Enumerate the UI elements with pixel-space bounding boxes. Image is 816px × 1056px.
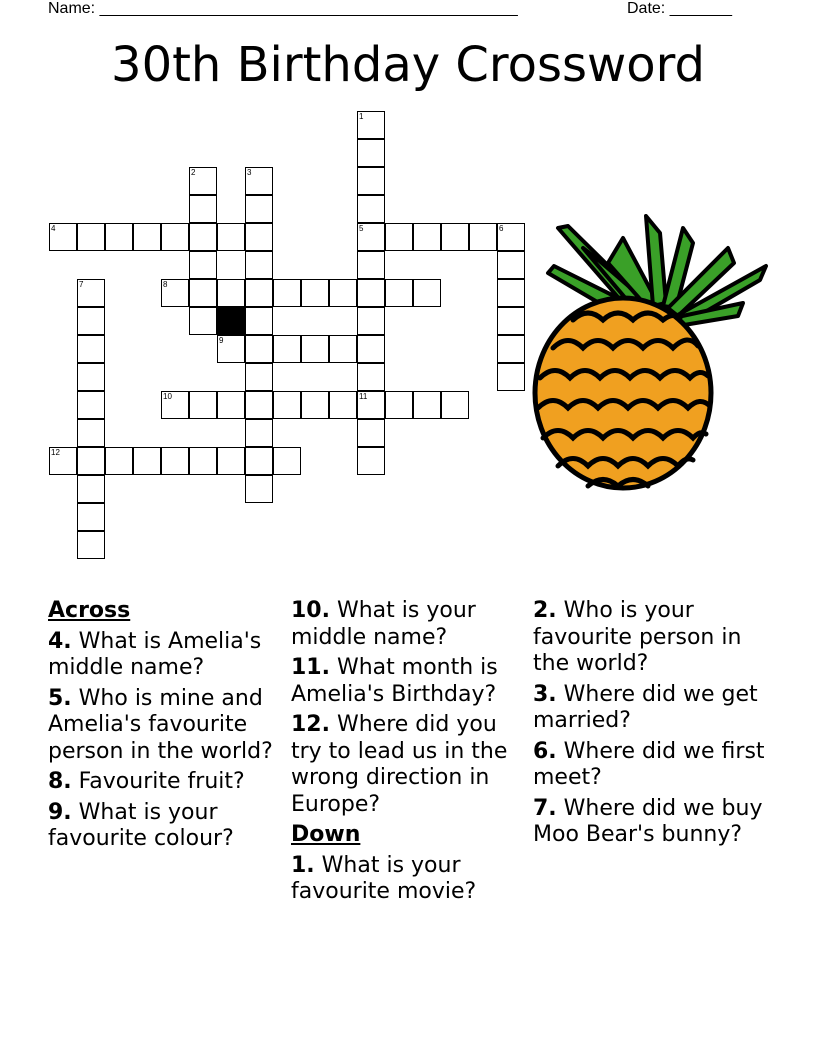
clue-number: 9 [219,336,224,345]
crossword-cell[interactable] [357,419,385,447]
crossword-cell[interactable] [441,223,469,251]
crossword-cell[interactable] [77,391,105,419]
crossword-cell[interactable] [189,307,217,335]
crossword-cell[interactable] [77,531,105,559]
crossword-cell[interactable] [105,447,133,475]
clue-number: 2 [191,168,196,177]
crossword-cell[interactable] [245,279,273,307]
crossword-cell[interactable] [77,307,105,335]
crossword-cell[interactable] [357,391,385,419]
crossword-cell[interactable] [105,223,133,251]
crossword-cell[interactable] [161,391,189,419]
crossword-cell[interactable] [357,111,385,139]
clue-number: 11 [359,392,368,401]
crossword-cell[interactable] [357,139,385,167]
crossword-cell[interactable] [161,279,189,307]
clue-number: 6 [499,224,504,233]
crossword-cell[interactable] [357,195,385,223]
crossword-cell[interactable] [357,447,385,475]
crossword-cell[interactable] [413,223,441,251]
crossword-cell[interactable] [245,223,273,251]
crossword-cell[interactable] [77,475,105,503]
black-square [217,307,245,335]
crossword-cell[interactable] [301,335,329,363]
crossword-cell[interactable] [217,447,245,475]
down-clue-1: 1. What is your favourite movie? [291,852,477,904]
down-clue-7: 7. Where did we buy Moo Bear's bunny? [533,795,763,847]
crossword-cell[interactable] [77,363,105,391]
crossword-cell[interactable] [245,167,273,195]
crossword-cell[interactable] [301,279,329,307]
crossword-cell[interactable] [77,503,105,531]
clues-column-3 [533,598,773,853]
crossword-cell[interactable] [245,335,273,363]
crossword-cell[interactable] [245,307,273,335]
crossword-cell[interactable] [385,279,413,307]
crossword-cell[interactable] [413,391,441,419]
crossword-cell[interactable] [189,223,217,251]
crossword-cell[interactable] [189,251,217,279]
crossword-cell[interactable] [357,167,385,195]
clue-number: 8 [163,280,168,289]
crossword-cell[interactable] [357,251,385,279]
crossword-cell[interactable] [273,335,301,363]
crossword-cell[interactable] [245,475,273,503]
crossword-cell[interactable] [49,447,77,475]
across-clue-11: 11. What month is Amelia's Birthday? [291,655,498,707]
crossword-cell[interactable] [189,447,217,475]
crossword-cell[interactable] [357,363,385,391]
across-clue-10: 10. What is your middle name? [291,598,476,650]
crossword-cell[interactable] [357,223,385,251]
crossword-cell[interactable] [441,391,469,419]
crossword-cell[interactable] [245,251,273,279]
crossword-cell[interactable] [273,447,301,475]
across-clue-5: 5. Who is mine and Amelia's favourite person in the world? [48,685,273,764]
crossword-cell[interactable] [497,363,525,391]
crossword-cell[interactable] [49,223,77,251]
crossword-cell[interactable] [357,307,385,335]
crossword-cell[interactable] [77,447,105,475]
pineapple-icon [528,208,768,493]
crossword-cell[interactable] [329,279,357,307]
crossword-cell[interactable] [301,391,329,419]
across-clue-4: 4. What is Amelia's middle name? [48,628,262,680]
date-field-label: Date: _______ [627,0,732,17]
crossword-cell[interactable] [77,223,105,251]
crossword-cell[interactable] [273,391,301,419]
crossword-cell[interactable] [161,223,189,251]
crossword-cell[interactable] [413,279,441,307]
page-title: 30th Birthday Crossword [111,37,705,93]
crossword-cell[interactable] [245,447,273,475]
clue-number: 4 [51,224,56,233]
crossword-cell[interactable] [133,223,161,251]
crossword-cell[interactable] [273,279,301,307]
crossword-cell[interactable] [357,335,385,363]
crossword-cell[interactable] [77,335,105,363]
crossword-cell[interactable] [329,391,357,419]
name-field-label: Name: _______________________________________________ [48,0,518,17]
crossword-cell[interactable] [497,223,525,251]
crossword-cell[interactable] [497,251,525,279]
down-heading: Down [291,822,361,847]
crossword-cell[interactable] [189,279,217,307]
crossword-cell[interactable] [385,223,413,251]
across-heading: Across [48,598,131,623]
down-clue-3: 3. Where did we get married? [533,681,758,733]
crossword-cell[interactable] [189,167,217,195]
crossword-cell[interactable] [189,195,217,223]
crossword-cell[interactable] [469,223,497,251]
clue-number: 10 [163,392,172,401]
crossword-cell[interactable] [497,307,525,335]
crossword-cell[interactable] [245,391,273,419]
down-clue-6: 6. Where did we first meet? [533,738,765,790]
clue-number: 5 [359,224,364,233]
crossword-cell[interactable] [497,279,525,307]
clue-number: 7 [79,280,84,289]
crossword-cell[interactable] [77,279,105,307]
across-clue-9: 9. What is your favourite colour? [48,799,234,851]
crossword-cell[interactable] [189,391,217,419]
crossword-cell[interactable] [217,279,245,307]
clue-number: 3 [247,168,252,177]
crossword-cell[interactable] [245,363,273,391]
crossword-cell[interactable] [357,279,385,307]
across-clue-8: 8. Favourite fruit? [48,769,245,794]
crossword-cell[interactable] [161,447,189,475]
crossword-cell[interactable] [217,391,245,419]
down-clue-2: 2. Who is your favourite person in the world? [533,598,742,676]
across-clue-12: 12. Where did you try to lead us in the wrong direction in Europe? [291,712,508,817]
crossword-cell[interactable] [217,223,245,251]
clues-column-1 [48,598,280,857]
crossword-cell[interactable] [497,335,525,363]
clue-number: 12 [51,448,60,457]
crossword-cell[interactable] [217,335,245,363]
crossword-cell[interactable] [245,195,273,223]
crossword-cell[interactable] [77,419,105,447]
clues-column-2 [291,598,523,910]
clue-number: 1 [359,112,364,121]
crossword-cell[interactable] [329,335,357,363]
crossword-cell[interactable] [385,391,413,419]
crossword-cell[interactable] [133,447,161,475]
crossword-cell[interactable] [245,419,273,447]
